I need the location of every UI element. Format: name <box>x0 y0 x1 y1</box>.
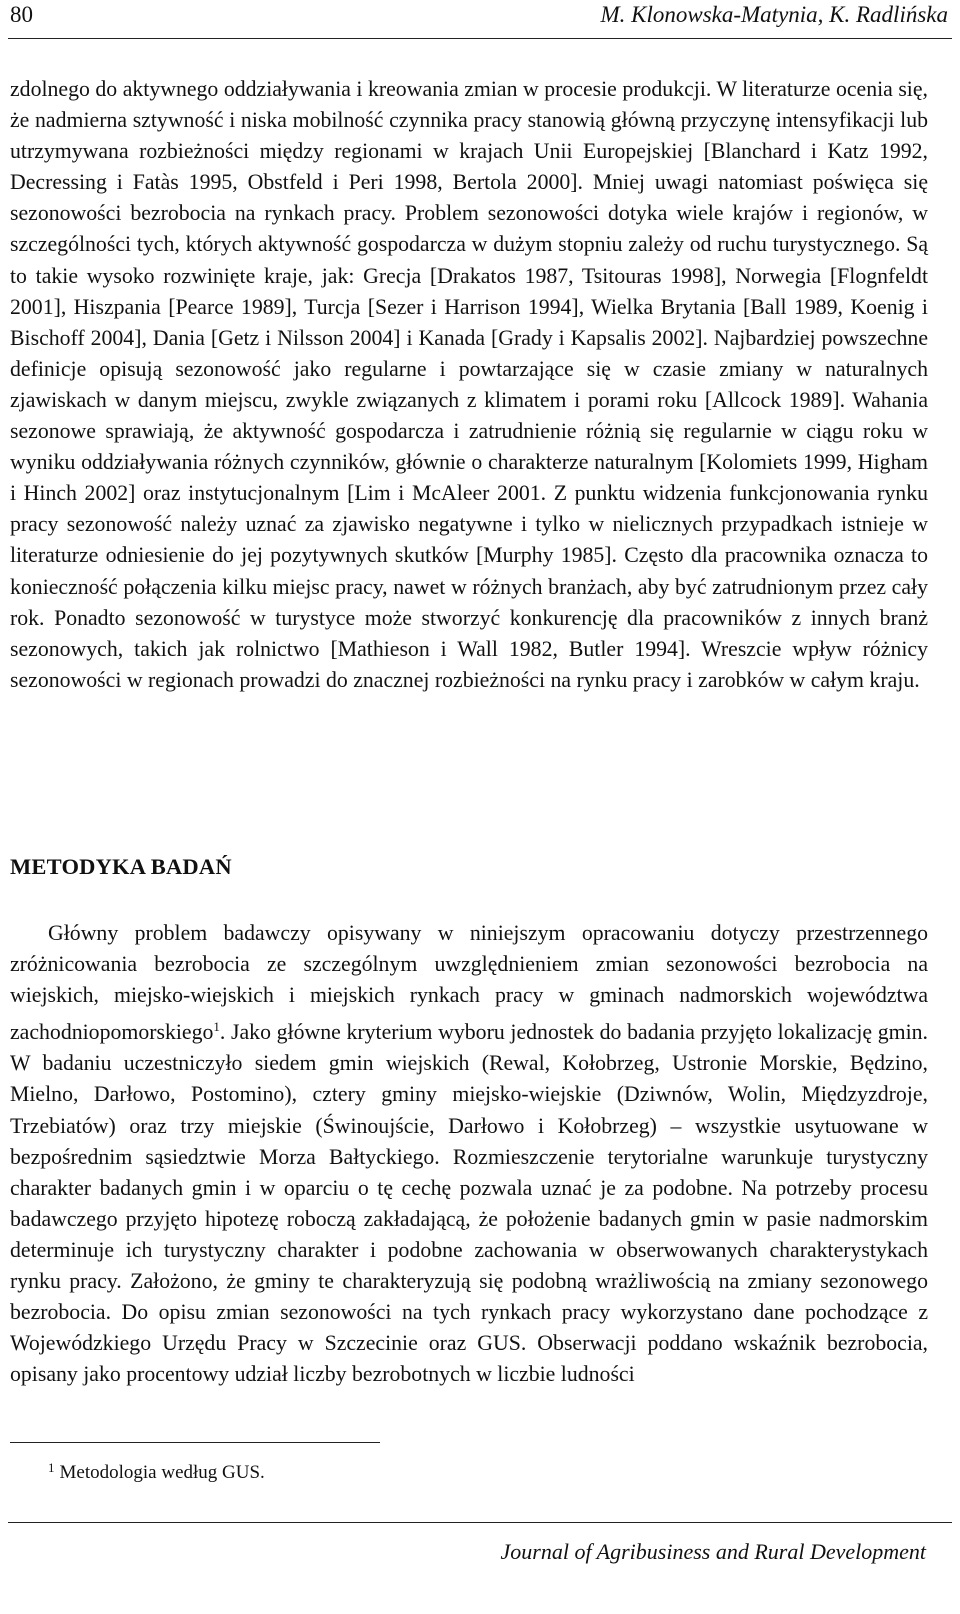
page-header <box>8 0 952 39</box>
page-number: 80 <box>10 2 33 27</box>
body-paragraph-1: zdolnego do aktywnego oddziaływania i kreowania zmian w procesie produkcji. W literaturze ocenia się, że nadmierna sztywność i niska mobilność czynnika pracy stanowią główną przyczynę intensyfikacji lub utrzymywana rozbieżności między regionami w krajach Unii Europejskiej [Blanchard i Katz 1992, Decressing i Fatàs 1995, Obstfeld i Peri 1998, Bertola 2000]. Mniej uwagi natomiast poświęca się sezonowości bezrobocia na rynkach pracy. Problem sezonowości dotyka wiele krajów i regionów, w szczególności tych, których aktywność gospodarcza w dużym stopniu zależy od ruchu turystycznego. Są to takie wysoko rozwinięte kraje, jak: Grecja [Drakatos 1987, Tsitouras 1998], Norwegia [Flognfeldt 2001], Hiszpania [Pearce 1989], Turcja [Sezer i Harrison 1994], Wielka Brytania [Ball 1989, Koenig i Bischoff 2004], Dania [Getz i Nilsson 2004] i Kanada [Grady i Kapsalis 2002]. Najbardziej powszechne definicje opisują sezonowość jako regularne i powtarzające się w czasie zmiany w naturalnych zjawiskach w danym miejscu, zwykle związanych z klimatem i porami roku [Allcock 1989]. Wahania sezonowe sprawiają, że aktywność gospodarcza i zatrudnienie różnią się regularnie w ciągu roku w wyniku oddziaływania różnych czynników, głównie o charakterze naturalnym [Kolomiets 1999, Higham i Hinch 2002] oraz instytucjonalnym [Lim i McAleer 2001. Z punktu widzenia funkcjonowania rynku pracy sezonowość należy uznać za zjawisko negatywne i tylko w nielicznych przypadkach istnieje w literaturze odniesienie do jej pozytywnych skutków [Murphy 1985]. Często dla pracownika oznacza to konieczność połączenia kilku miejsc pracy, nawet w różnych branżach, aby być zatrudnionym przez cały rok. Ponadto sezonowość w turystyce może stworzyć konkurencję dla pracowników z innych branż sezonowych, takich jak rolnictwo [Mathieson i Wall 1982, Butler 1994]. Wreszcie wpływ różnicy sezonowości w regionach prowadzi do znacznej rozbieżności na rynku pracy i zarobków w całym kraju. <box>10 77 928 692</box>
footnote-text: Metodologia według GUS. <box>59 1462 265 1483</box>
journal-footer: Journal of Agribusiness and Rural Development <box>500 1539 926 1564</box>
footnote-reference[interactable]: 1 <box>213 1019 220 1035</box>
footer-separator <box>8 1522 952 1523</box>
footnote <box>48 1454 265 1487</box>
footnote-number: 1 <box>48 1460 55 1475</box>
section-heading: METODYKA BADAŃ <box>10 854 232 879</box>
paragraph-2-text-end: . Jako główne kryterium wyboru jednostek do badania przyjęto lokalizację gmin. W badaniu uczestniczyło siedem gmin wiejskich (Rewal, Kołobrzeg, Ustronie Morskie, Będzino, Mielno, Darłowo, Postomino), cztery gminy miejsko-wiejskie (Dziwnów, Wolin, Międzyzdroje, Trzebiatów) oraz trzy miejskie (Świnoujście, Darłowo i Kołobrzeg) – wszystkie usytuowane w bezpośrednim sąsiedztwie Morza Bałtyckiego. Rozmieszczenie terytorialne warunkuje turystyczny charakter badanych gmin i w oparciu o tę cechę pozwala uznać je za podobne. Na potrzeby procesu badawczego przyjęto hipotezę roboczą zakładającą, że położenie badanych gmin w pasie nadmorskim determinuje ich turystyczny charakter i podobne zachowania w obserwowanych charakterystykach rynku pracy. Założono, że gminy te charakteryzują się podobną wrażliwością na zmiany sezonowego bezrobocia. Do opisu zmian sezonowości na tych rynkach pracy wykorzystano dane pochodzące z Wojewódzkiego Urzędu Pracy w Szczecinie oraz GUS. Obserwacji poddano wskaźnik bezrobocia, opisany jako procentowy udział liczby bezrobotnych w liczbie ludności <box>10 1020 928 1387</box>
paragraph-2-text-start: Główny problem badawczy opisywany w niniejszym opracowaniu dotyczy przestrzennego zróżnicowania bezrobocia ze szczególnym uwzględnieniem zmian sezonowości bezrobocia na wiejskich, miejsko-wiejskich i miejskich rynkach pracy w gminach nadmorskich województwa zachodniopomorskiego <box>10 921 928 1045</box>
footnote-separator <box>10 1442 380 1443</box>
body-paragraph-2 <box>10 918 928 1390</box>
running-head: M. Klonowska-Matynia, K. Radlińska <box>600 2 948 27</box>
